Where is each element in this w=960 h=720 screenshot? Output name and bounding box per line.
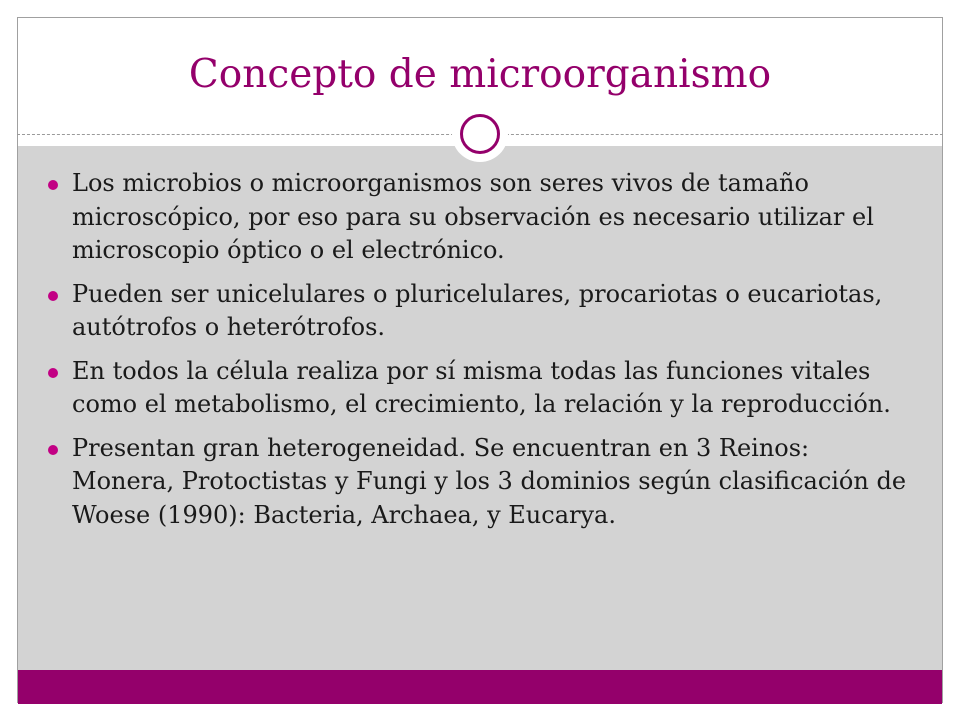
slide-title: Concepto de microorganismo [188,52,772,97]
list-item [44,278,914,345]
list-item [44,167,914,268]
list-item [44,355,914,422]
circle-ring-icon [452,106,508,162]
list-item [44,432,914,533]
bullet-dot-icon [48,291,58,301]
bullet-text: Los microbios o microorganismos son seres vivos de tamaño microscópico, por eso para su observación es necesario utilizar el microscopio óptico o el electrónico. [72,169,874,264]
bullet-text: En todos la célula realiza por sí misma todas las funciones vitales como el metabolismo, el crecimiento, la relación y la reproducción. [72,356,891,418]
bullet-dot-icon [48,368,58,378]
bullet-text: Pueden ser unicelulares o pluricelulares, procariotas o eucariotas, autótrofos o heterótrofos. [72,279,883,341]
bullet-text: Presentan gran heterogeneidad. Se encuentran en 3 Reinos: Monera, Protoctistas y Fungi y los 3 dominios según clasificación de Woese (1990): Bacteria, Archaea, y Eucarya. [72,433,907,529]
bullet-dot-icon [48,180,58,190]
footer-bar [18,670,942,704]
bullet-dot-icon [48,445,58,455]
bullet-list [44,167,914,542]
